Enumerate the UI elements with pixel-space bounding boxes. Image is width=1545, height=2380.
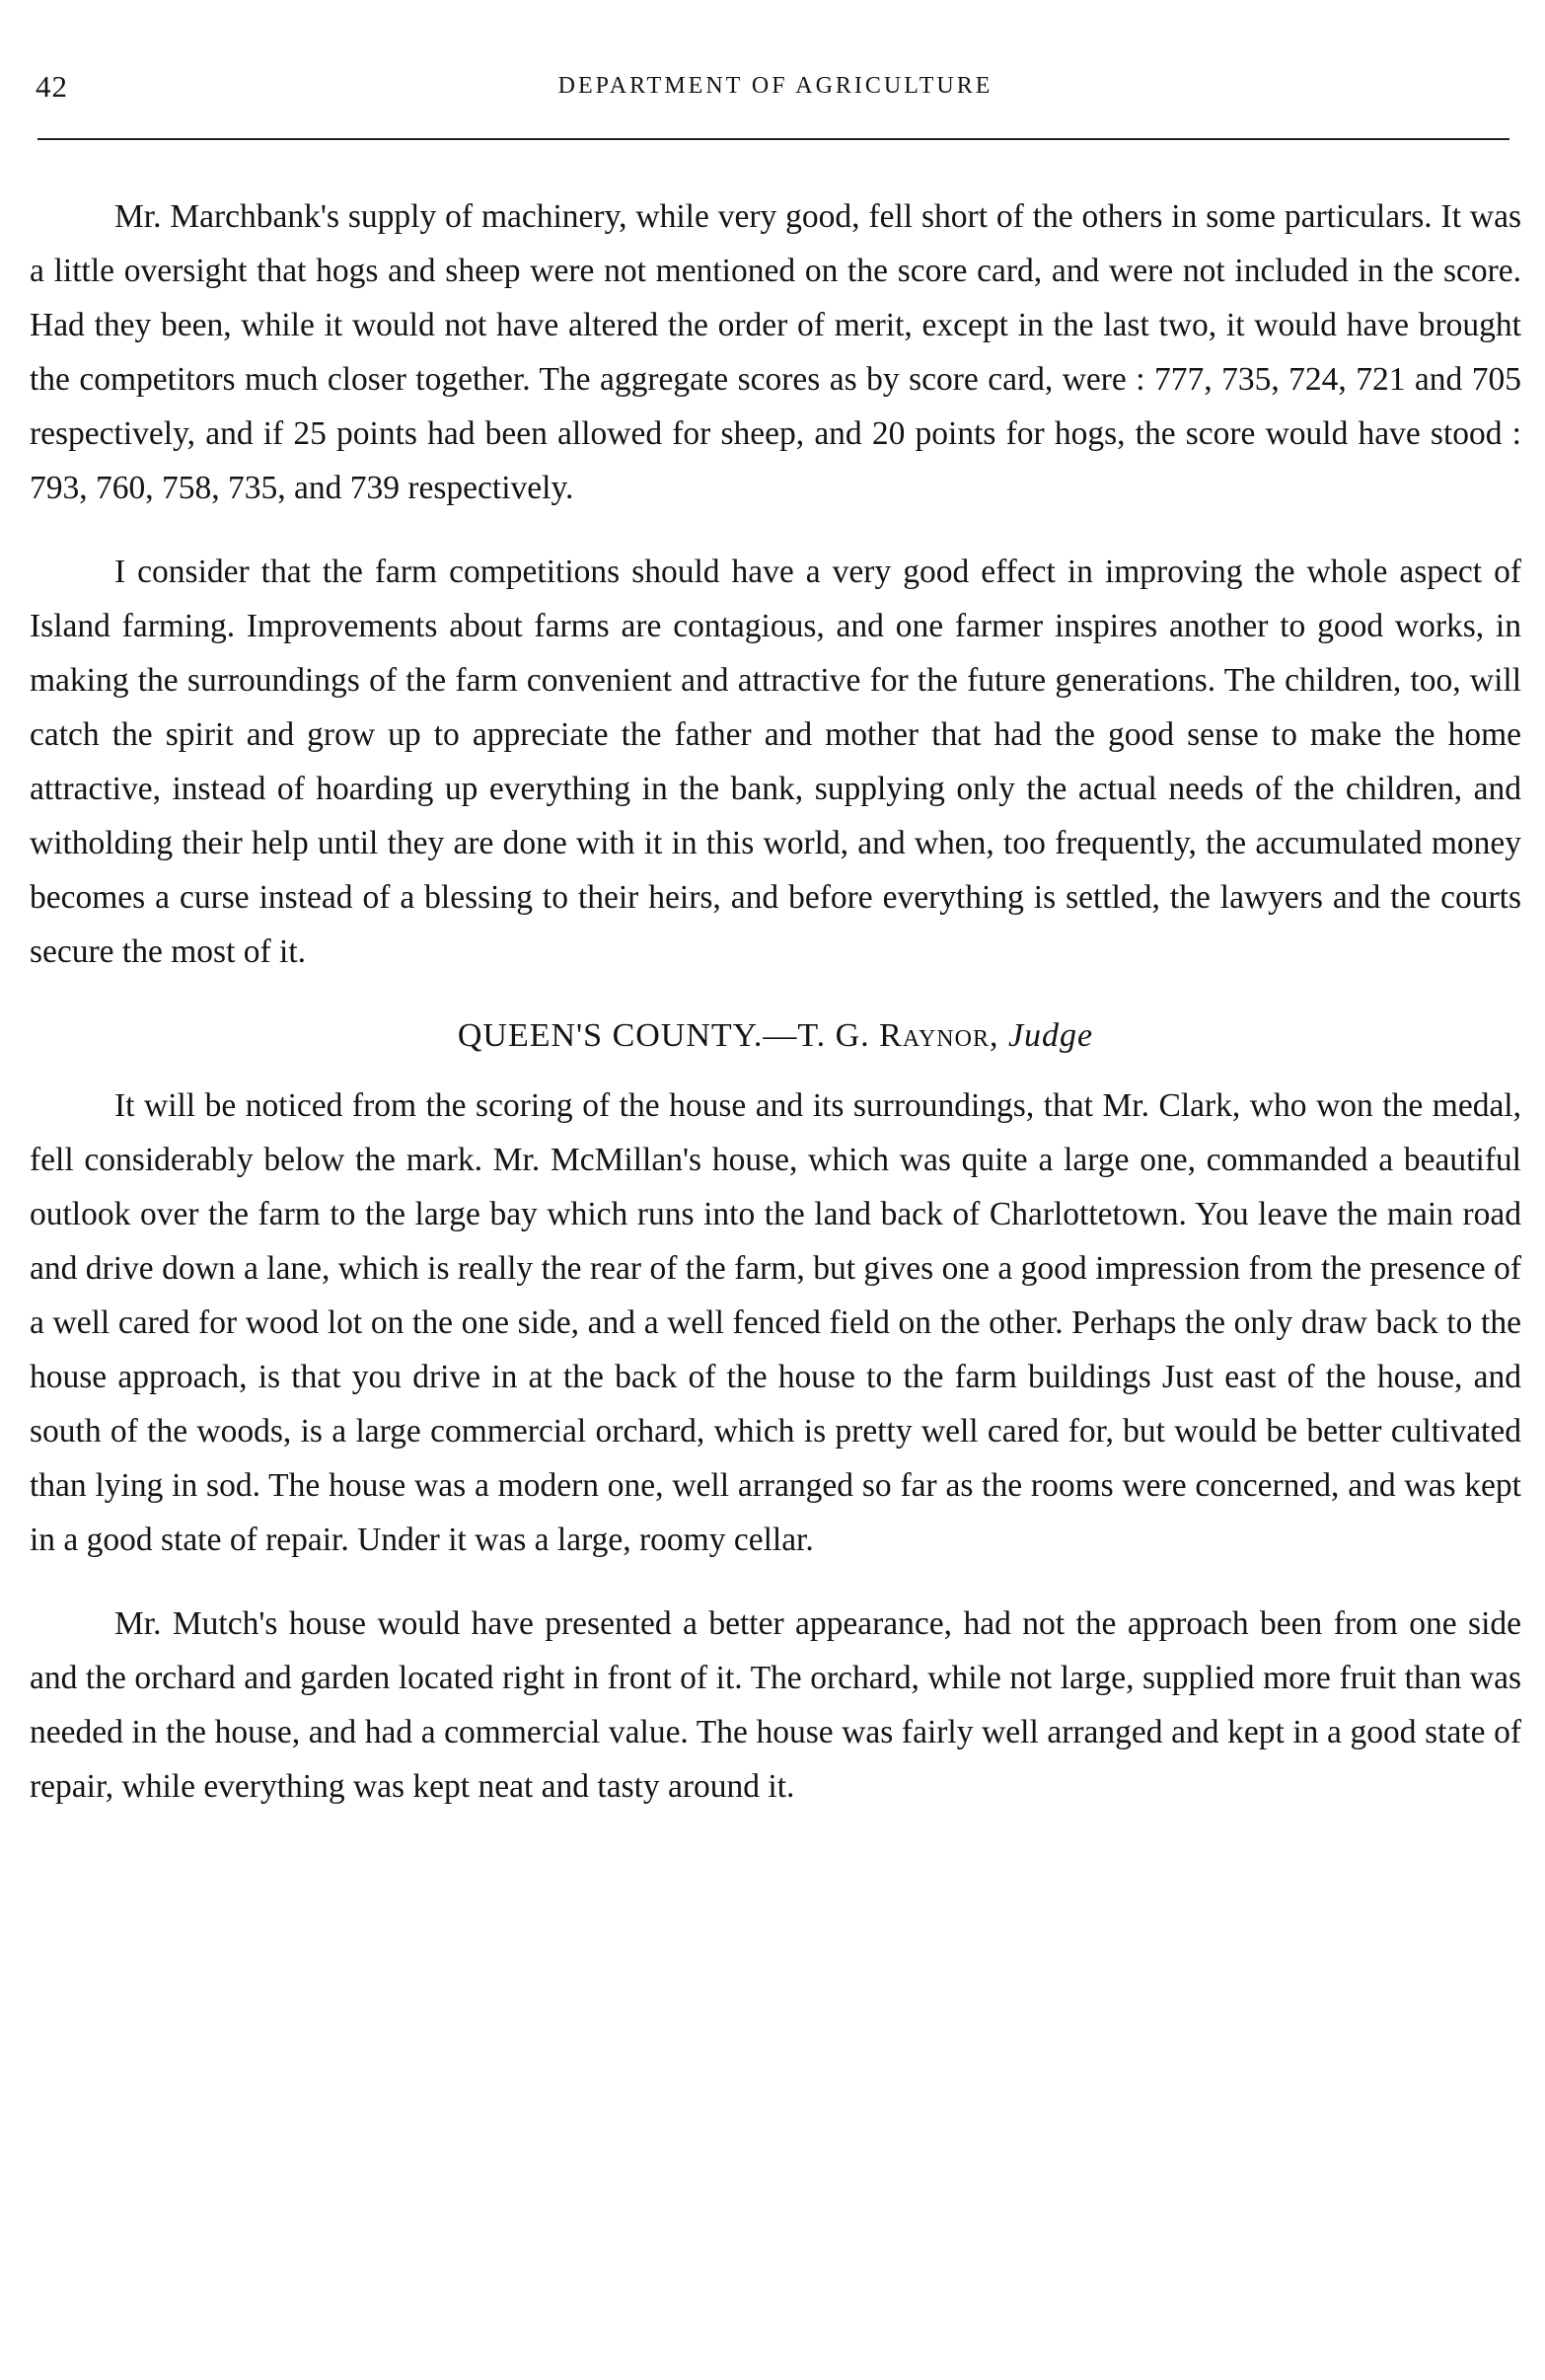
page-number: 42 [36,69,68,104]
paragraph-mcmillan-house: It will be noticed from the scoring of the house and its surroundings, that Mr. Clark, who won the medal, fell considerably below the mark. Mr. McMillan's house, which was quite a large one, commanded a beautiful outlook over the farm to the large bay which runs into the land back of Charlottetown. You leave the main road and drive down a lane, which is really the rear of the farm, but gives one a good impression from the presence of a well cared for wood lot on the one side, and a well fenced field on the other. Perhaps the only draw back to the house approach, is that you drive in at the back of the house to the farm buildings Just east of the house, and south of the woods, is a large commercial orchard, which is pretty well cared for, but would be better cultivated than lying in sod. The house was a modern one, well arranged so far as the rooms were concerned, and was kept in a good state of repair. Under it was a large, roomy cellar. [30,1087,1521,1558]
section-judge-title: Judge [1007,1017,1094,1054]
section-county: QUEEN'S COUNTY. [457,1017,764,1054]
running-title: DEPARTMENT OF AGRICULTURE [557,73,993,99]
paragraph-farm-competitions: I consider that the farm competitions should have a very good effect in improving the whole aspect of Island farming. Improvements about farms are contagious, and one farmer inspires another to good works, in making the surroundings of the farm convenient and attractive for the future generations. The children, too, will catch the spirit and grow up to appreciate the father and mother that had the good sense to make the home attractive, instead of hoarding up everything in the bank, supplying only the actual needs of the children, and witholding their help until they are done with it in this world, and when, too frequently, the accumulated money becomes a curse instead of a blessing to their heirs, and before everything is settled, the lawyers and the courts secure the most of it. [30,554,1521,970]
section-judge-name: T. G. Raynor, [797,1017,999,1054]
body-text [30,189,1521,1814]
header-rule [37,138,1509,140]
paragraph-marchbank: Mr. Marchbank's supply of machinery, while very good, fell short of the others in some particulars. It was a little oversight that hogs and sheep were not mentioned on the score card, and were not included in the score. Had they been, while it would not have altered the order of merit, except in the last two, it would have brought the competitors much closer together. The aggregate scores as by score card, were : 777, 735, 724, 721 and 705 respectively, and if 25 points had been allowed for sheep, and 20 points for hogs, the score would have stood : 793, 760, 758, 735, and 739 respectively. [30,198,1521,506]
section-dash: — [763,1017,798,1054]
section-heading [30,1008,1521,1063]
paragraph-mutch-house: Mr. Mutch's house would have presented a better appearance, had not the approach been from one side and the orchard and garden located right in front of it. The orchard, while not large, supplied more fruit than was needed in the house, and had a commercial value. The house was fairly well arranged and kept in a good state of repair, while everything was kept neat and tasty around it. [30,1605,1521,1805]
running-head [36,69,1515,112]
